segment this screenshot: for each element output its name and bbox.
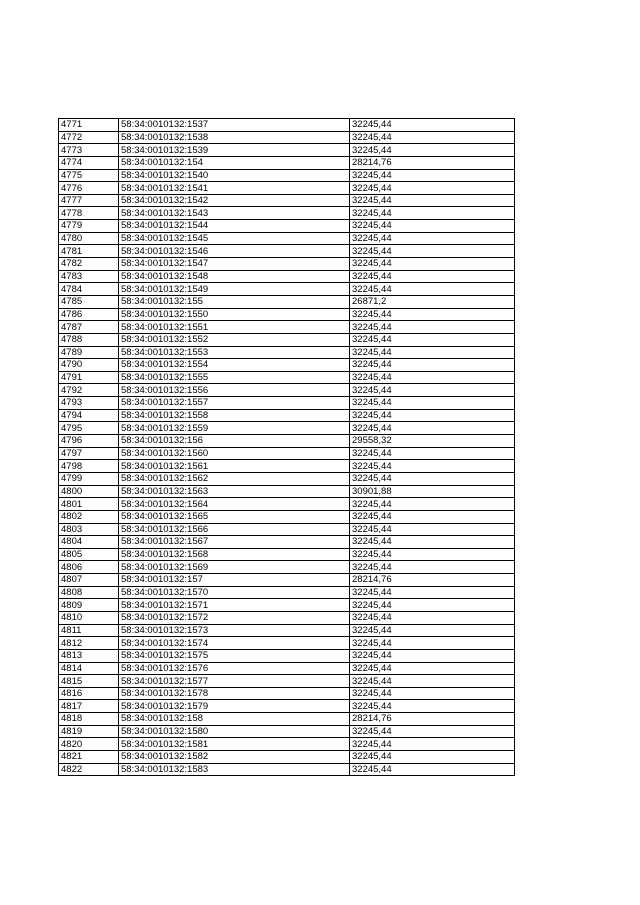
row-number-cell: 4822 [59,763,119,776]
cadastral-number-cell: 58:34:0010132:1560 [119,447,350,460]
value-cell: 28214,76 [350,156,515,169]
value-cell: 32245,44 [350,498,515,511]
table-row [59,131,515,144]
value-cell: 32245,44 [350,687,515,700]
row-number-cell: 4817 [59,700,119,713]
value-cell: 32245,44 [350,548,515,561]
table-row [59,472,515,485]
value-cell: 32245,44 [350,700,515,713]
row-number-cell: 4783 [59,270,119,283]
row-number-cell: 4778 [59,207,119,220]
row-number-cell: 4786 [59,308,119,321]
value-cell: 32245,44 [350,472,515,485]
row-number-cell: 4772 [59,131,119,144]
cadastral-number-cell: 58:34:0010132:1559 [119,422,350,435]
table-row [59,295,515,308]
row-number-cell: 4779 [59,220,119,233]
cadastral-number-cell: 58:34:0010132:1541 [119,182,350,195]
table-row [59,687,515,700]
cadastral-number-cell: 58:34:0010132:1544 [119,220,350,233]
value-cell: 32245,44 [350,599,515,612]
cadastral-number-cell: 58:34:0010132:1574 [119,637,350,650]
cadastral-number-cell: 58:34:0010132:1578 [119,687,350,700]
value-cell: 32245,44 [350,586,515,599]
table-row [59,384,515,397]
table-row [59,119,515,132]
table-row [59,460,515,473]
table-row [59,586,515,599]
cadastral-number-cell: 58:34:0010132:1568 [119,548,350,561]
table-row [59,624,515,637]
cadastral-number-cell: 58:34:0010132:1575 [119,649,350,662]
cadastral-number-cell: 58:34:0010132:154 [119,156,350,169]
table-row [59,207,515,220]
value-cell: 32245,44 [350,182,515,195]
table-row [59,713,515,726]
cadastral-number-cell: 58:34:0010132:1576 [119,662,350,675]
value-cell: 32245,44 [350,207,515,220]
row-number-cell: 4776 [59,182,119,195]
table-row [59,321,515,334]
row-number-cell: 4788 [59,333,119,346]
cadastral-number-cell: 58:34:0010132:1540 [119,169,350,182]
row-number-cell: 4798 [59,460,119,473]
value-cell: 32245,44 [350,763,515,776]
value-cell: 32245,44 [350,422,515,435]
cadastral-number-cell: 58:34:0010132:1582 [119,751,350,764]
value-cell: 32245,44 [350,270,515,283]
value-cell: 32245,44 [350,460,515,473]
row-number-cell: 4807 [59,574,119,587]
value-cell: 32245,44 [350,359,515,372]
row-number-cell: 4815 [59,675,119,688]
cadastral-number-cell: 58:34:0010132:1552 [119,333,350,346]
row-number-cell: 4775 [59,169,119,182]
value-cell: 32245,44 [350,510,515,523]
value-cell: 32245,44 [350,321,515,334]
value-cell: 32245,44 [350,561,515,574]
value-cell: 32245,44 [350,611,515,624]
value-cell: 28214,76 [350,574,515,587]
row-number-cell: 4796 [59,435,119,448]
value-cell: 32245,44 [350,308,515,321]
cadastral-number-cell: 58:34:0010132:1554 [119,359,350,372]
row-number-cell: 4785 [59,295,119,308]
cadastral-number-cell: 58:34:0010132:1569 [119,561,350,574]
row-number-cell: 4804 [59,536,119,549]
row-number-cell: 4818 [59,713,119,726]
row-number-cell: 4808 [59,586,119,599]
table-row [59,346,515,359]
row-number-cell: 4771 [59,119,119,132]
table-row [59,599,515,612]
value-cell: 32245,44 [350,447,515,460]
cadastral-number-cell: 58:34:0010132:1580 [119,725,350,738]
value-cell: 32245,44 [350,662,515,675]
cadastral-number-cell: 58:34:0010132:1566 [119,523,350,536]
cadastral-number-cell: 58:34:0010132:1571 [119,599,350,612]
table-row [59,333,515,346]
value-cell: 32245,44 [350,119,515,132]
row-number-cell: 4777 [59,194,119,207]
row-number-cell: 4812 [59,637,119,650]
cadastral-number-cell: 58:34:0010132:1546 [119,245,350,258]
row-number-cell: 4814 [59,662,119,675]
cadastral-number-cell: 58:34:0010132:157 [119,574,350,587]
cadastral-number-cell: 58:34:0010132:155 [119,295,350,308]
table-row [59,498,515,511]
value-cell: 32245,44 [350,258,515,271]
table-row [59,232,515,245]
row-number-cell: 4806 [59,561,119,574]
row-number-cell: 4799 [59,472,119,485]
table-row [59,611,515,624]
cadastral-number-cell: 58:34:0010132:1549 [119,283,350,296]
cadastral-number-cell: 58:34:0010132:1538 [119,131,350,144]
value-cell: 32245,44 [350,131,515,144]
table-row [59,144,515,157]
cadastral-number-cell: 58:34:0010132:1557 [119,397,350,410]
cadastral-number-cell: 58:34:0010132:1573 [119,624,350,637]
row-number-cell: 4792 [59,384,119,397]
table-row [59,637,515,650]
row-number-cell: 4813 [59,649,119,662]
row-number-cell: 4819 [59,725,119,738]
row-number-cell: 4782 [59,258,119,271]
table-row [59,371,515,384]
cadastral-number-cell: 58:34:0010132:158 [119,713,350,726]
table-row [59,662,515,675]
cadastral-number-cell: 58:34:0010132:1581 [119,738,350,751]
row-number-cell: 4802 [59,510,119,523]
value-cell: 32245,44 [350,649,515,662]
row-number-cell: 4816 [59,687,119,700]
table-row [59,194,515,207]
value-cell: 32245,44 [350,283,515,296]
cadastral-number-cell: 58:34:0010132:1564 [119,498,350,511]
cadastral-number-cell: 58:34:0010132:1579 [119,700,350,713]
cadastral-number-cell: 58:34:0010132:156 [119,435,350,448]
cadastral-number-cell: 58:34:0010132:1551 [119,321,350,334]
table-row [59,397,515,410]
table-row [59,447,515,460]
table-row [59,245,515,258]
cadastral-number-cell: 58:34:0010132:1558 [119,409,350,422]
row-number-cell: 4784 [59,283,119,296]
cadastral-number-cell: 58:34:0010132:1547 [119,258,350,271]
row-number-cell: 4820 [59,738,119,751]
cadastral-number-cell: 58:34:0010132:1563 [119,485,350,498]
row-number-cell: 4803 [59,523,119,536]
cadastral-number-cell: 58:34:0010132:1562 [119,472,350,485]
row-number-cell: 4781 [59,245,119,258]
cadastral-number-cell: 58:34:0010132:1550 [119,308,350,321]
cadastral-number-cell: 58:34:0010132:1542 [119,194,350,207]
value-cell: 32245,44 [350,169,515,182]
cadastral-number-cell: 58:34:0010132:1570 [119,586,350,599]
cadastral-number-cell: 58:34:0010132:1583 [119,763,350,776]
value-cell: 26871,2 [350,295,515,308]
value-cell: 30901,88 [350,485,515,498]
value-cell: 32245,44 [350,220,515,233]
data-table [58,118,515,776]
row-number-cell: 4795 [59,422,119,435]
row-number-cell: 4787 [59,321,119,334]
table-row [59,548,515,561]
cadastral-number-cell: 58:34:0010132:1555 [119,371,350,384]
row-number-cell: 4773 [59,144,119,157]
row-number-cell: 4780 [59,232,119,245]
cadastral-number-cell: 58:34:0010132:1577 [119,675,350,688]
table-row [59,574,515,587]
row-number-cell: 4789 [59,346,119,359]
table-row [59,700,515,713]
table-row [59,308,515,321]
table-row [59,409,515,422]
value-cell: 29558,32 [350,435,515,448]
value-cell: 32245,44 [350,409,515,422]
cadastral-number-cell: 58:34:0010132:1567 [119,536,350,549]
table-row [59,649,515,662]
value-cell: 32245,44 [350,232,515,245]
row-number-cell: 4794 [59,409,119,422]
row-number-cell: 4791 [59,371,119,384]
cadastral-number-cell: 58:34:0010132:1553 [119,346,350,359]
table-row [59,536,515,549]
value-cell: 32245,44 [350,144,515,157]
value-cell: 32245,44 [350,346,515,359]
value-cell: 32245,44 [350,371,515,384]
table-row [59,485,515,498]
value-cell: 32245,44 [350,333,515,346]
value-cell: 32245,44 [350,751,515,764]
table-row [59,182,515,195]
value-cell: 32245,44 [350,523,515,536]
cadastral-number-cell: 58:34:0010132:1545 [119,232,350,245]
row-number-cell: 4800 [59,485,119,498]
value-cell: 32245,44 [350,725,515,738]
table-row [59,422,515,435]
table-row [59,523,515,536]
cadastral-number-cell: 58:34:0010132:1572 [119,611,350,624]
table-row [59,510,515,523]
table-row [59,270,515,283]
table-row [59,169,515,182]
table-row [59,725,515,738]
table-row [59,220,515,233]
table-row [59,283,515,296]
cadastral-number-cell: 58:34:0010132:1539 [119,144,350,157]
value-cell: 28214,76 [350,713,515,726]
value-cell: 32245,44 [350,194,515,207]
row-number-cell: 4793 [59,397,119,410]
cadastral-number-cell: 58:34:0010132:1543 [119,207,350,220]
row-number-cell: 4809 [59,599,119,612]
value-cell: 32245,44 [350,675,515,688]
table-row [59,156,515,169]
row-number-cell: 4797 [59,447,119,460]
table-row [59,763,515,776]
value-cell: 32245,44 [350,397,515,410]
value-cell: 32245,44 [350,245,515,258]
value-cell: 32245,44 [350,384,515,397]
row-number-cell: 4810 [59,611,119,624]
value-cell: 32245,44 [350,536,515,549]
value-cell: 32245,44 [350,637,515,650]
cadastral-number-cell: 58:34:0010132:1548 [119,270,350,283]
table-body [59,119,515,776]
table-row [59,675,515,688]
cadastral-number-cell: 58:34:0010132:1565 [119,510,350,523]
table-row [59,435,515,448]
row-number-cell: 4805 [59,548,119,561]
row-number-cell: 4774 [59,156,119,169]
table-row [59,561,515,574]
table-row [59,751,515,764]
table-row [59,359,515,372]
table-row [59,258,515,271]
row-number-cell: 4801 [59,498,119,511]
row-number-cell: 4790 [59,359,119,372]
row-number-cell: 4811 [59,624,119,637]
table-row [59,738,515,751]
row-number-cell: 4821 [59,751,119,764]
cadastral-number-cell: 58:34:0010132:1537 [119,119,350,132]
cadastral-number-cell: 58:34:0010132:1561 [119,460,350,473]
value-cell: 32245,44 [350,738,515,751]
value-cell: 32245,44 [350,624,515,637]
cadastral-number-cell: 58:34:0010132:1556 [119,384,350,397]
